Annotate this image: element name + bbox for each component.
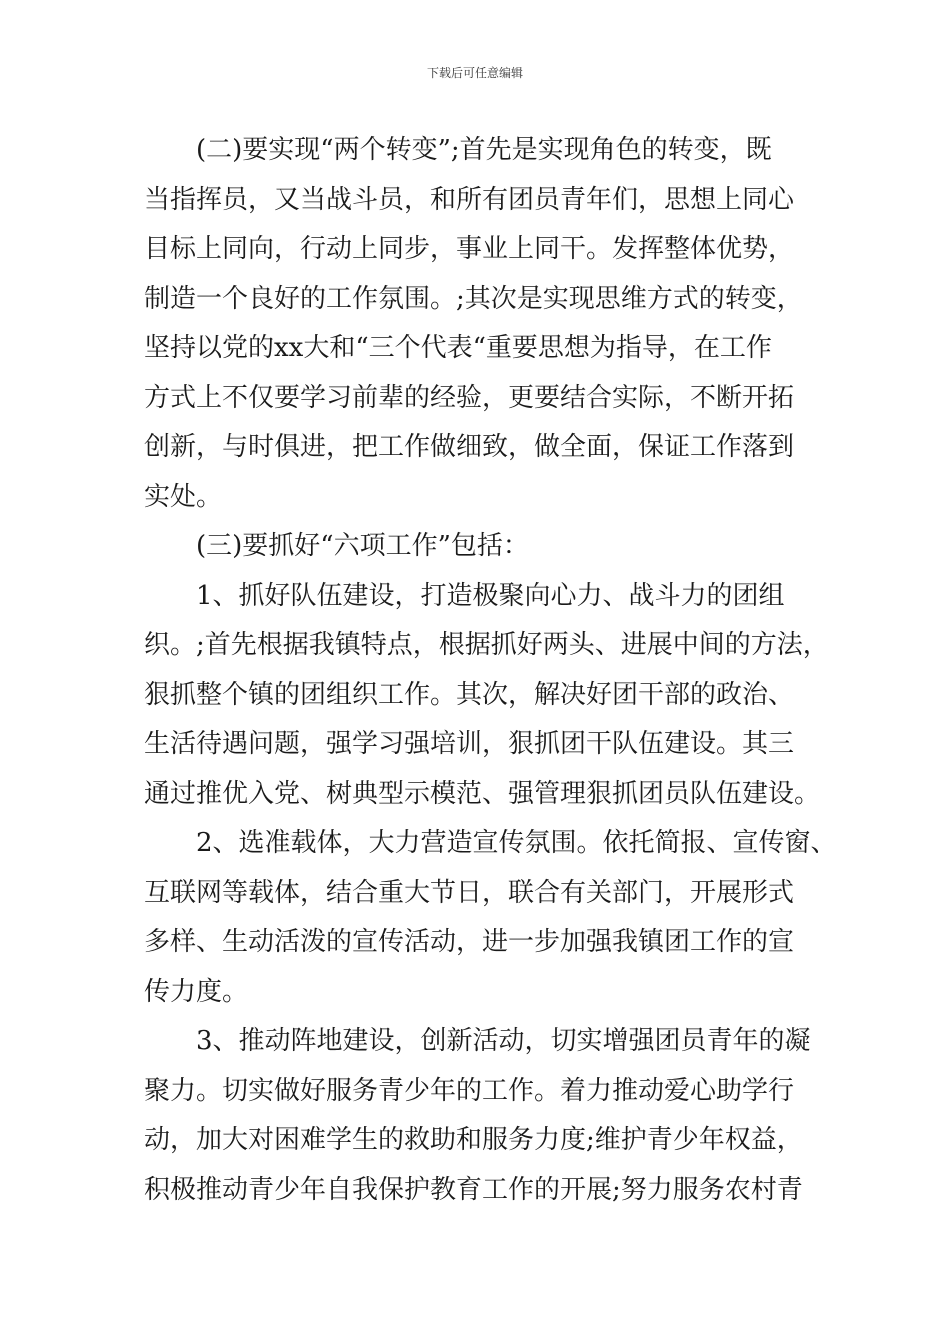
page-header-note: 下载后可任意编辑 <box>426 66 523 80</box>
text-line: 通过推优入党、树典型示模范、强管理狠抓团员队伍建设。 <box>144 778 821 809</box>
text-line: 狠抓整个镇的团组织工作。其次，解决好团干部的政治、 <box>144 679 795 710</box>
text-line: 当指挥员，又当战斗员，和所有团员青年们，思想上同心 <box>144 184 795 215</box>
text-line: 2、选准载体，大力营造宣传氛围。依托简报、宣传窗、 <box>196 828 837 858</box>
text-line: 聚力。切实做好服务青少年的工作。着力推动爱心助学行 <box>144 1075 795 1106</box>
text-line: 坚持以党的xx大和“三个代表“重要思想为指导，在工作 <box>144 333 772 363</box>
text-line: 1、抓好队伍建设，打造极聚向心力、战斗力的团组 <box>196 580 785 611</box>
text-line: (二)要实现“两个转变”;首先是实现角色的转变，既 <box>196 135 772 165</box>
text-line: 制造一个良好的工作氛围。;其次是实现思维方式的转变， <box>144 283 803 314</box>
text-line: 3、推动阵地建设，创新活动，切实增强团员青年的凝 <box>196 1026 811 1056</box>
text-line: 生活待遇问题，强学习强培训，狠抓团干队伍建设。其三 <box>144 729 795 759</box>
text-line: 织。;首先根据我镇特点，根据抓好两头、进展中间的方法， <box>144 630 829 660</box>
document-body <box>144 126 837 1215</box>
text-line: 积极推动青少年自我保护教育工作的开展;努力服务农村青 <box>144 1174 803 1205</box>
text-line: 传力度。 <box>144 976 249 1007</box>
text-line: 动，加大对困难学生的救助和服务力度;维护青少年权益， <box>144 1125 803 1155</box>
text-line: 互联网等载体，结合重大节日，联合有关部门，开展形式 <box>144 877 795 908</box>
text-line: 创新，与时俱进，把工作做细致，做全面，保证工作落到 <box>144 432 795 462</box>
text-line: (三)要抓好“六项工作”包括： <box>196 531 529 561</box>
text-line: 方式上不仅要学习前辈的经验，更要结合实际，不断开拓 <box>144 382 795 413</box>
text-line: 目标上同向，行动上同步，事业上同干。发挥整体优势， <box>144 234 795 264</box>
text-line: 实处。 <box>144 481 223 512</box>
text-line: 多样、生动活泼的宣传活动，进一步加强我镇团工作的宣 <box>144 927 795 957</box>
